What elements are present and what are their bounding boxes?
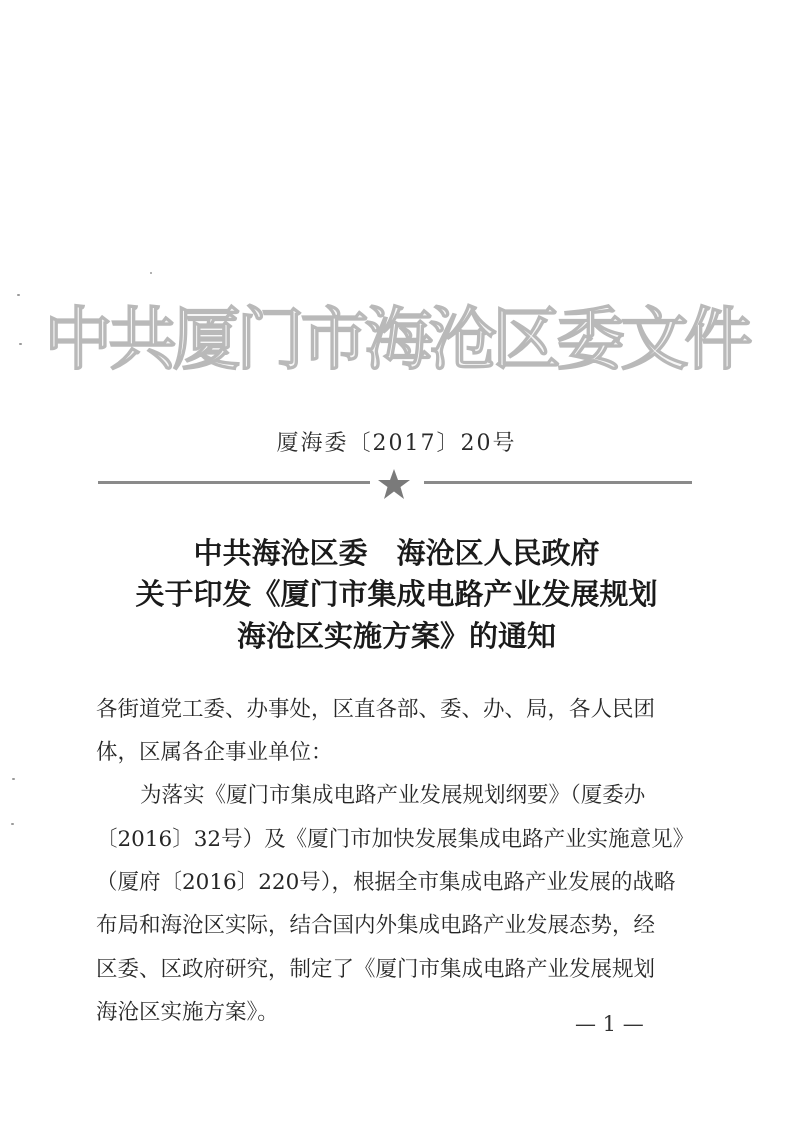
document-number: 厦海委〔2017〕20号 xyxy=(276,431,517,456)
body-line: （厦府〔2016〕220号），根据全市集成电路产业发展的战略 xyxy=(96,870,676,895)
separator-rule-left xyxy=(98,481,370,484)
scan-speck xyxy=(12,778,15,780)
notice-title-line: 关于印发《厦门市集成电路产业发展规划 xyxy=(135,577,658,611)
document-header-title: 中共厦门市海沧区委文件 xyxy=(44,300,749,380)
notice-title-line: 海沧区实施方案》的通知 xyxy=(236,619,556,653)
body-line: 为落实《厦门市集成电路产业发展规划纲要》（厦委办 xyxy=(140,783,646,808)
body-line: 区委、区政府研究，制定了《厦门市集成电路产业发展规划 xyxy=(96,957,656,982)
body-line: 海沧区实施方案》。 xyxy=(96,1000,279,1025)
body-line: 〔2016〕32号）及《厦门市加快发展集成电路产业实施意见》 xyxy=(96,827,695,852)
addressee-line: 体，区属各企事业单位： xyxy=(96,740,333,765)
body-line: 布局和海沧区实际，结合国内外集成电路产业发展态势，经 xyxy=(96,913,656,938)
scan-speck xyxy=(150,272,152,274)
page-number: — 1 — xyxy=(575,1012,644,1036)
star-icon xyxy=(377,468,411,500)
scan-speck xyxy=(11,823,14,825)
addressee-line: 各街道党工委、办事处，区直各部、委、办、局，各人民团 xyxy=(96,697,656,722)
separator-rule-right xyxy=(424,481,692,484)
notice-title-line: 中共海沧区委 海沧区人民政府 xyxy=(193,536,600,570)
